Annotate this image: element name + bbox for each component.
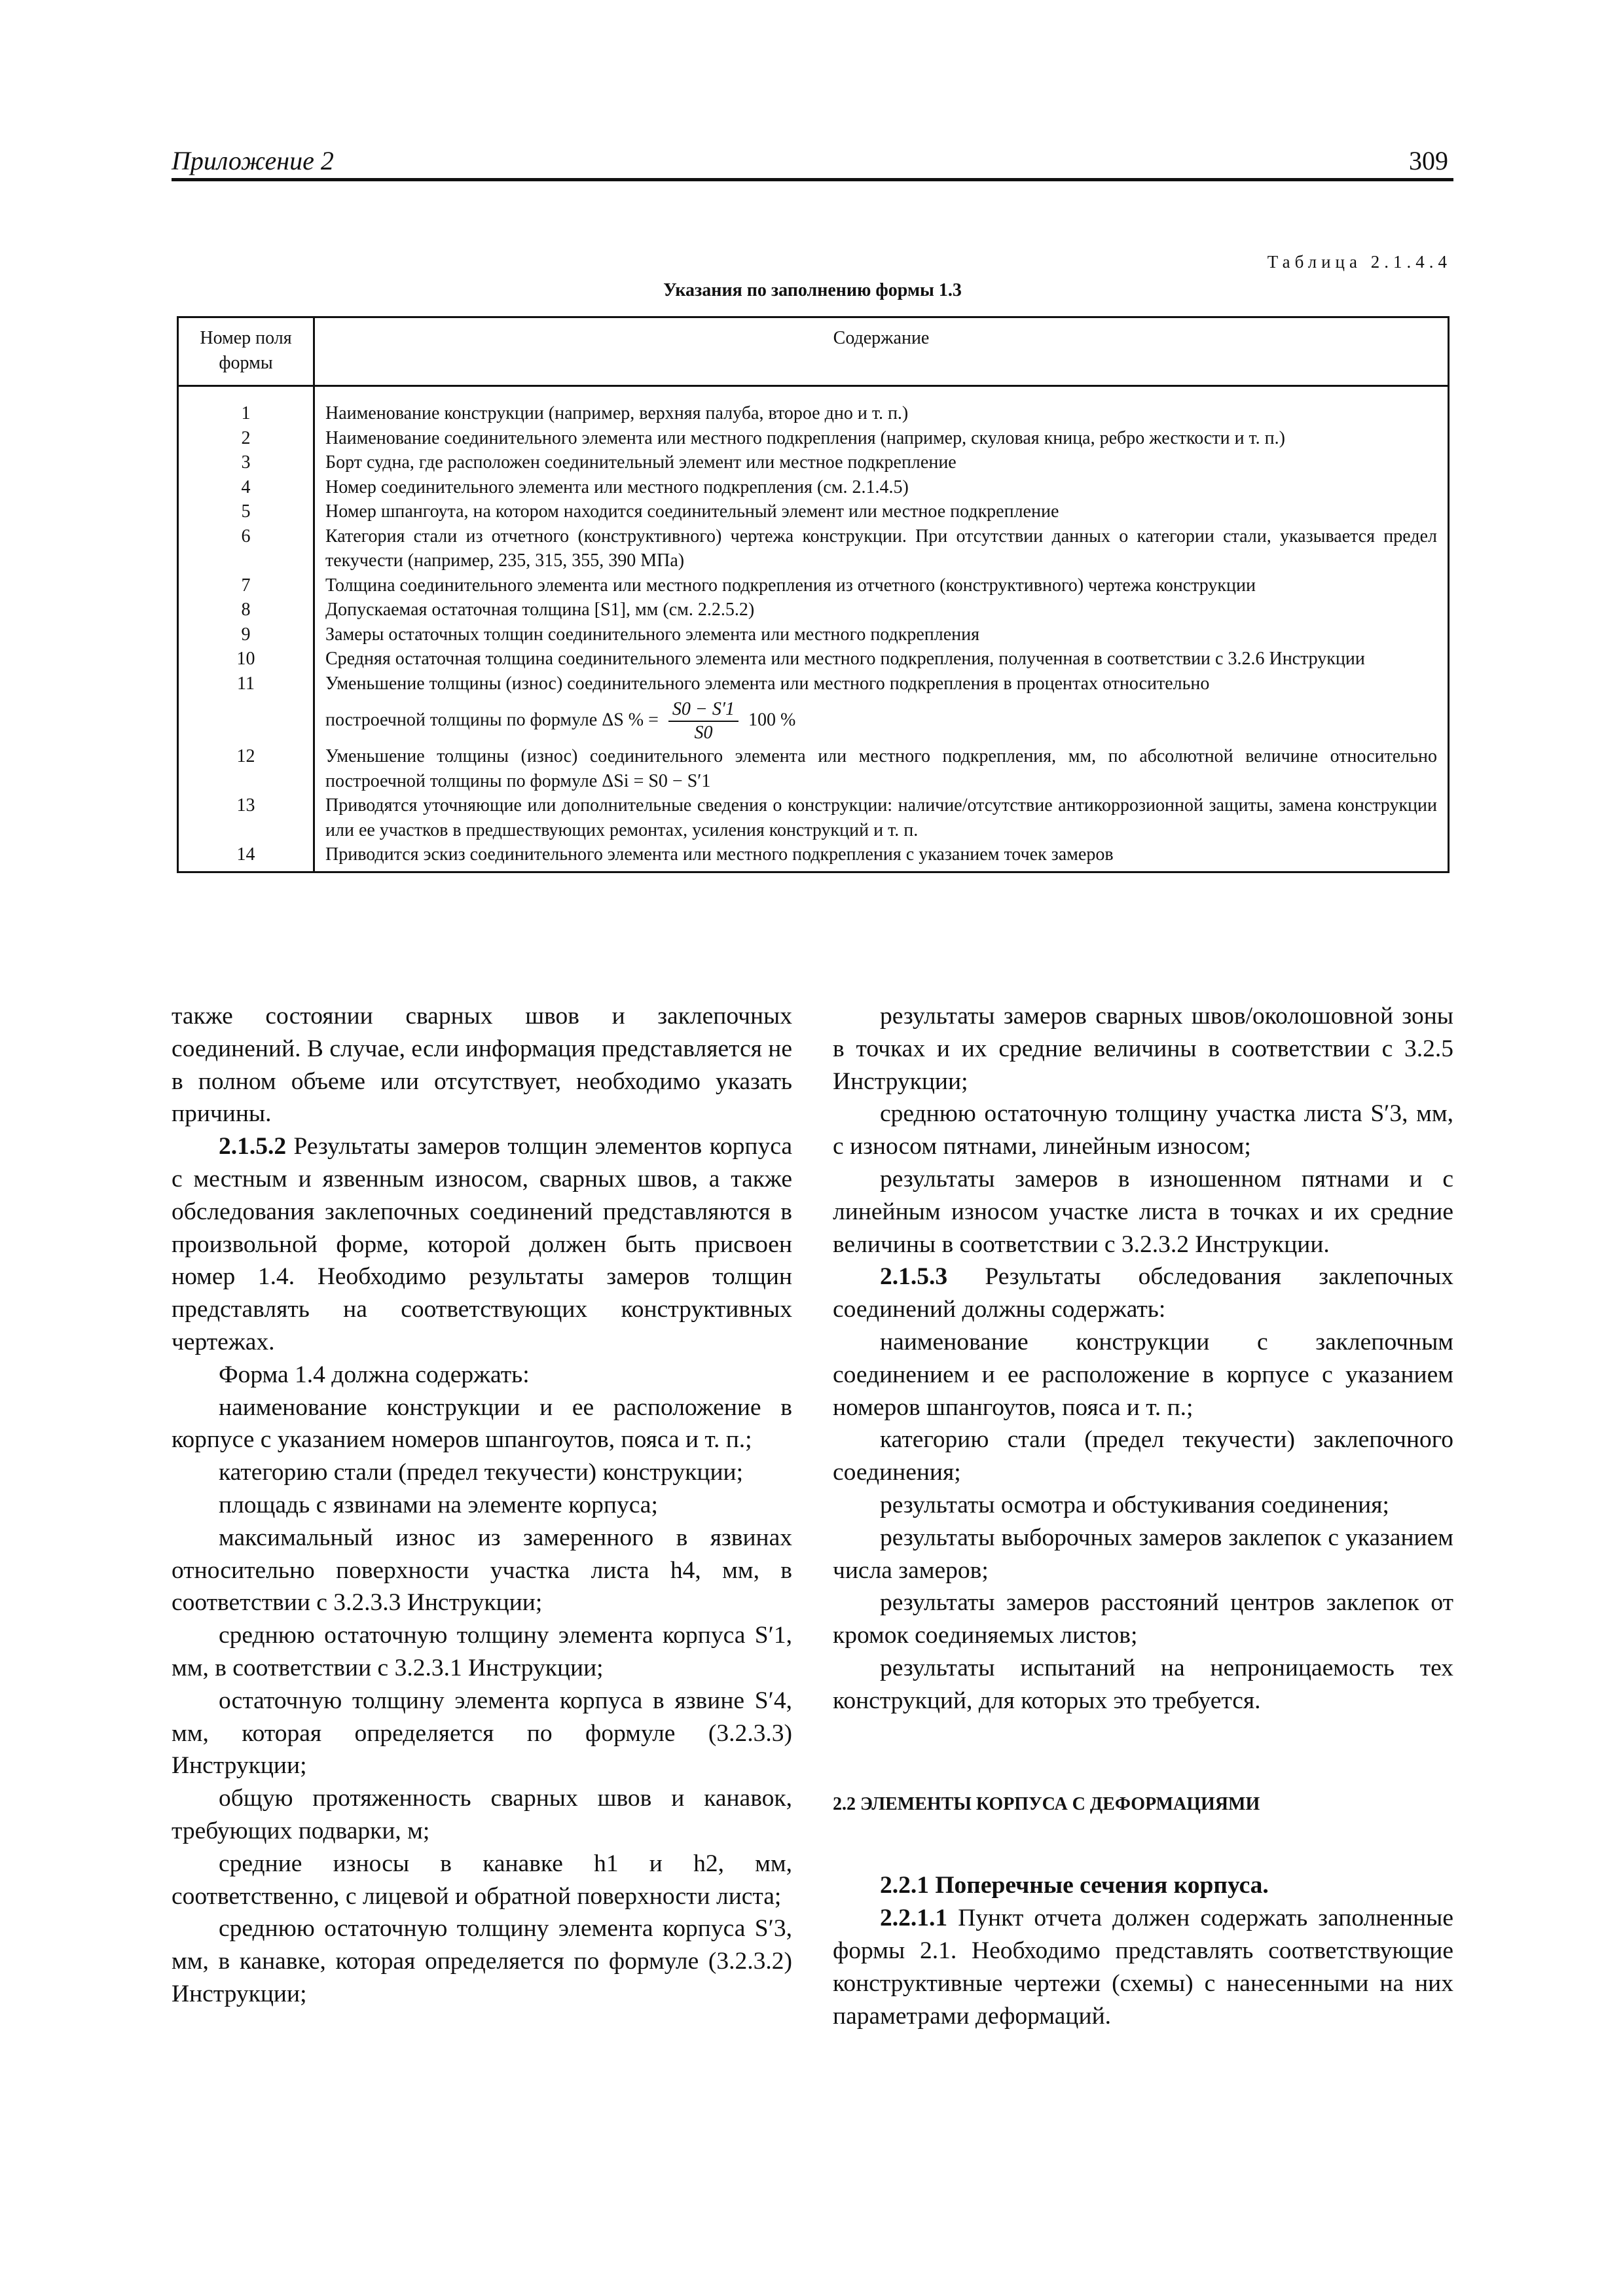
paragraph-2-1-5-3: [833, 1261, 1453, 1326]
paragraph-2-1-5-2: [172, 1130, 792, 1359]
row-text: Замеры остаточных толщин соединительного элемента или местного подкрепления: [314, 622, 1449, 647]
list-item: результаты выборочных замеров заклепок с указанием числа замеров;: [833, 1524, 1453, 1584]
table-row: [178, 672, 1449, 745]
paragraph-text: Результаты замеров толщин элементов корпуса с местным и язвенным износом, сварных швов, а также обследования заклепочных соединений представляются в произвольной форме, которой должен быть присвоен номер 1.4. Необходимо результаты замеров толщин представлять на соответствующих конструктивных чертежах.: [172, 1133, 792, 1355]
list-item: максимальный износ из замеренного в язвинах относительно поверхности участка листа h4, мм, в соответствии с 3.2.3.3 Инструкции;: [172, 1524, 792, 1617]
running-title: Приложение 2: [172, 146, 334, 175]
row-text: Категория стали из отчетного (конструктивного) чертежа конструкции. При отсутствии данных о категории стали, указывается предел текучести (например, 235, 315, 355, 390 МПа): [314, 524, 1449, 573]
instructions-table: [177, 316, 1450, 873]
list-item: результаты осмотра и обстукивания соединения;: [880, 1491, 1389, 1518]
subsection-heading: [833, 1869, 1453, 1902]
table-caption: Указания по заполнению формы 1.3: [663, 280, 962, 300]
table-row: [178, 622, 1449, 647]
table-label: Таблица 2.1.4.4: [1267, 252, 1451, 272]
row-text: Допускаемая остаточная толщина [S1], мм (см. 2.2.5.2): [314, 598, 1449, 622]
fraction-denominator: S0: [694, 723, 713, 743]
list-item: категорию стали (предел текучести) заклепочного соединения;: [833, 1426, 1453, 1486]
table-header-row: [178, 317, 1449, 386]
formula-fraction: [668, 698, 739, 744]
row-number: 11: [178, 672, 314, 745]
row-number: 3: [178, 450, 314, 475]
col-header-number: Номер поля формы: [178, 317, 314, 386]
row-text-with-formula: [314, 672, 1449, 745]
row-text: Наименование соединительного элемента или местного подкрепления (например, скуловая кница, ребро жесткости и т. п.): [314, 426, 1449, 451]
list-item: наименование конструкции и ее расположение в корпусе с указанием номеров шпангоутов, пояса и т. п.;: [172, 1393, 792, 1454]
row-text: Приводятся уточняющие или дополнительные сведения о конструкции: наличие/отсутствие антикоррозионной защиты, замена конструкции или ее участков в предшествующих ремонтах, усиления конструкций и т. п.: [314, 793, 1449, 842]
paragraph-2-2-1-1: [833, 1902, 1453, 2032]
paragraph: также состоянии сварных швов и заклепочных соединений. В случае, если информация представляется не в полном объеме или отсутствует, необходимо указать причины.: [172, 1003, 792, 1128]
row-number: 10: [178, 647, 314, 672]
list-item: среднюю остаточную толщину элемента корпуса S′1, мм, в соответствии с 3.2.3.1 Инструкции;: [172, 1622, 792, 1681]
list-item: результаты замеров сварных швов/околошовной зоны в точках и их средние величины в соответствии с 3.2.5 Инструкции;: [833, 1003, 1453, 1095]
paragraph: Форма 1.4 должна содержать:: [219, 1361, 530, 1388]
table-row: [178, 524, 1449, 573]
formula-suffix: 100 %: [748, 709, 796, 730]
list-item: остаточную толщину элемента корпуса в язвине S′4, мм, которая определяется по формуле (3.2.3.3) Инструкции;: [172, 1687, 792, 1780]
list-item: наименование конструкции с заклепочным соединением и ее расположение в корпусе с указанием номеров шпангоутов, пояса и т. п.;: [833, 1328, 1453, 1421]
row-text: Уменьшение толщины (износ) соединительного элемента или местного подкрепления в процентах относительно: [325, 673, 1210, 694]
row-text: Уменьшение толщины (износ) соединительного элемента или местного подкрепления, мм, по абсолютной величине относительно построечной толщины по формуле ΔSi = S0 − S′1: [314, 744, 1449, 793]
list-item: общую протяженность сварных швов и канавок, требующих подварки, м;: [172, 1785, 792, 1844]
table-row: [178, 573, 1449, 598]
row-text: Номер шпангоута, на котором находится соединительный элемент или местное подкрепление: [314, 499, 1449, 524]
page-number: 309: [1409, 146, 1448, 175]
table-row: [178, 744, 1449, 793]
clause-number: 2.2.1.1: [880, 1905, 948, 1932]
row-number: 6: [178, 524, 314, 573]
list-item: площадь с язвинами на элементе корпуса;: [219, 1491, 658, 1518]
table-row: [178, 401, 1449, 426]
row-number: 14: [178, 842, 314, 872]
row-text: Борт судна, где расположен соединительный элемент или местное подкрепление: [314, 450, 1449, 475]
row-number: 2: [178, 426, 314, 451]
col-header-content: Содержание: [314, 317, 1449, 386]
section-heading: 2.2 ЭЛЕМЕНТЫ КОРПУСА С ДЕФОРМАЦИЯМИ: [833, 1793, 1260, 1814]
fraction-numerator: S0 − S′1: [668, 698, 739, 722]
row-number: 12: [178, 744, 314, 793]
table-row: [178, 842, 1449, 872]
subsection-title: 2.2.1 Поперечные сечения корпуса.: [880, 1872, 1269, 1899]
left-text-column: [172, 1000, 792, 2011]
list-item: результаты испытаний на непроницаемость тех конструкций, для которых это требуется.: [833, 1654, 1453, 1714]
clause-number: 2.1.5.2: [219, 1133, 287, 1160]
table-row: [178, 647, 1449, 672]
formula: [325, 698, 1437, 744]
row-text: Приводится эскиз соединительного элемента или местного подкрепления с указанием точек замеров: [314, 842, 1449, 872]
paragraph-text: Результаты обследования заклепочных соединений должны содержать:: [833, 1263, 1453, 1323]
row-number: 9: [178, 622, 314, 647]
formula-prefix: построечной толщины по формуле ΔS % =: [325, 709, 659, 730]
row-number: 7: [178, 573, 314, 598]
row-number: 5: [178, 499, 314, 524]
row-number: 8: [178, 598, 314, 622]
list-item: результаты замеров в изношенном пятнами и с линейным износом участке листа в точках и их средние величины в соответствии с 3.2.3.2 Инструкции.: [833, 1165, 1453, 1258]
table-row: [178, 499, 1449, 524]
row-number: 4: [178, 475, 314, 500]
row-text: Наименование конструкции (например, верхняя палуба, второе дно и т. п.): [314, 401, 1449, 426]
row-number: 13: [178, 793, 314, 842]
list-item: результаты замеров расстояний центров заклепок от кромок соединяемых листов;: [833, 1589, 1453, 1649]
row-text: Номер соединительного элемента или местного подкрепления (см. 2.1.4.5): [314, 475, 1449, 500]
table-row: [178, 450, 1449, 475]
list-item: средние износы в канавке h1 и h2, мм, соответственно, с лицевой и обратной поверхности листа;: [172, 1850, 792, 1910]
table-row: [178, 475, 1449, 500]
list-item: среднюю остаточную толщину элемента корпуса S′3, мм, в канавке, которая определяется по формуле (3.2.3.2) Инструкции;: [172, 1915, 792, 2007]
row-number: 1: [178, 401, 314, 426]
table-row: [178, 426, 1449, 451]
list-item: среднюю остаточную толщину участка листа S′3, мм, с износом пятнами, линейным износом;: [833, 1100, 1453, 1160]
page-header: [172, 145, 1453, 181]
table-row: [178, 793, 1449, 842]
paragraph-text: Пункт отчета должен содержать заполненные формы 2.1. Необходимо представлять соответствующие конструктивные чертежи (схемы) с нанесенными на них параметрами деформаций.: [833, 1905, 1453, 2030]
right-text-column: [833, 1000, 1453, 2032]
row-text: Толщина соединительного элемента или местного подкрепления из отчетного (конструктивного) чертежа конструкции: [314, 573, 1449, 598]
list-item: категорию стали (предел текучести) конструкции;: [219, 1459, 743, 1486]
table-row: [178, 598, 1449, 622]
clause-number: 2.1.5.3: [880, 1263, 948, 1291]
row-text: Средняя остаточная толщина соединительного элемента или местного подкрепления, полученная в соответствии с 3.2.6 Инструкции: [314, 647, 1449, 672]
